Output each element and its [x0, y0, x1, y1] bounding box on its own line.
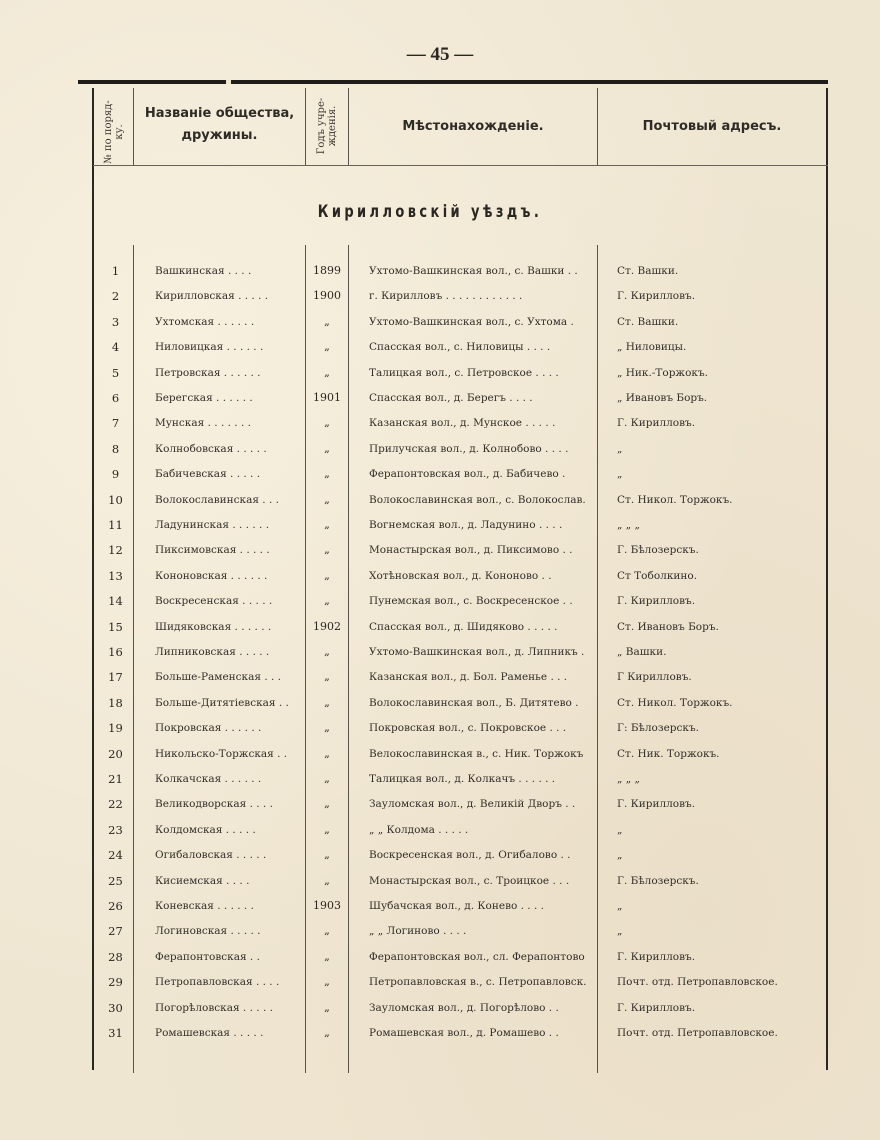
header-col-number-line2: ку.: [114, 124, 125, 140]
location: Шубачская вол., д. Конево . . . .: [369, 900, 544, 912]
founding-year: „: [324, 721, 330, 735]
postal-address: Ст. Никол. Торжокъ.: [617, 493, 733, 506]
table-row: [93, 590, 828, 612]
postal-address: Г. Бѣлозерскъ.: [617, 874, 699, 887]
postal-address: „: [617, 900, 623, 912]
founding-year: „: [324, 416, 330, 430]
header-col-year: [306, 88, 348, 165]
table-row: [93, 311, 828, 333]
table-row: [93, 870, 828, 892]
table-row: [93, 971, 828, 993]
society-name: Никольско-Торжская . .: [155, 747, 288, 760]
row-number: 25: [108, 873, 123, 888]
row-number: 6: [111, 391, 120, 405]
postal-address: Ст. Никол. Торжокъ.: [617, 696, 733, 709]
society-name: Пиксимовская . . . . .: [155, 544, 270, 557]
row-number: 8: [111, 441, 120, 456]
table-row: [93, 260, 828, 282]
society-name: Кононовская . . . . . .: [155, 569, 268, 582]
table-row: [93, 895, 828, 917]
location: Спасская вол., д. Берегъ . . . .: [369, 392, 533, 404]
society-name: Петропавловская . . . .: [155, 976, 280, 989]
row-number: 12: [108, 543, 123, 558]
table-row: [93, 717, 828, 739]
location: Хотѣновская вол., д. Кононово . .: [369, 569, 552, 582]
postal-address: „: [617, 468, 623, 481]
society-name: Липниковская . . . . .: [155, 646, 270, 658]
table-row: [93, 743, 828, 765]
header-col-year-line2: жденія.: [327, 105, 338, 147]
founding-year: „: [324, 848, 330, 862]
postal-address: Г. Бѣлозерскъ.: [617, 544, 699, 557]
society-name: Ромашевская . . . . .: [155, 1027, 264, 1039]
society-name: Больше-Раменская . . .: [155, 671, 282, 684]
table-row: [93, 920, 828, 942]
location: Ухтомо-Вашкинская вол., д. Липникъ .: [369, 646, 585, 658]
postal-address: Ст. Вашки.: [617, 265, 679, 277]
header-col-number-line1: № по поряд-: [103, 100, 114, 164]
row-number: 22: [108, 797, 123, 812]
table-row: [93, 844, 828, 866]
table-row: [93, 641, 828, 663]
header-col-postal: Почтовый адресъ.: [642, 119, 782, 134]
location: Казанская вол., д. Бол. Раменье . . .: [369, 671, 568, 684]
row-number: 2: [111, 289, 120, 304]
table-row: [93, 336, 828, 358]
founding-year: „: [324, 695, 330, 709]
table-row: [93, 768, 828, 790]
row-number: 31: [108, 1026, 123, 1040]
founding-year: „: [324, 797, 330, 811]
location: „ „ Логиново . . . .: [369, 925, 467, 938]
society-name: Покровская . . . . . .: [155, 722, 262, 735]
table-row: [93, 387, 828, 409]
postal-address: Г. Кирилловъ.: [617, 798, 696, 811]
society-name: Колкачская . . . . . .: [155, 773, 262, 785]
location: Вогнемская вол., д. Ладунино . . . .: [369, 519, 563, 531]
postal-address: „: [617, 442, 623, 455]
society-name: Ферапонтовская . .: [155, 950, 260, 963]
row-number: 26: [108, 899, 123, 913]
row-number: 10: [108, 492, 123, 507]
postal-address: Г. Кирилловъ.: [617, 950, 696, 963]
postal-address: Г Кирилловъ.: [617, 671, 692, 684]
top-rule: [78, 80, 828, 84]
location: Волокославинская вол., Б. Дитятево .: [369, 696, 579, 709]
founding-year: „: [324, 949, 330, 963]
location: Ферапонтовская вол., сл. Ферапонтово: [369, 950, 585, 963]
society-name: Коневская . . . . . .: [155, 900, 254, 912]
row-number: 21: [108, 772, 123, 786]
society-name: Логиновская . . . . .: [155, 925, 261, 938]
founding-year: „: [324, 1000, 330, 1014]
row-number: 11: [108, 518, 123, 532]
founding-year: „: [324, 365, 330, 379]
location: Воскресенская вол., д. Огибалово . .: [369, 849, 571, 862]
location: Талицкая вол., с. Петровское . . . .: [369, 366, 559, 379]
society-name: Бабичевская . . . . .: [155, 468, 261, 481]
table-row: [93, 565, 828, 587]
top-rule-gap: [226, 80, 231, 84]
table-row: [93, 692, 828, 714]
postal-address: Ст. Вашки.: [617, 315, 679, 328]
founding-year: 1903: [313, 899, 341, 912]
postal-address: Почт. отд. Петропавловское.: [617, 976, 778, 989]
row-number: 13: [108, 568, 123, 583]
row-number: 19: [108, 721, 123, 736]
table-row: [93, 514, 828, 536]
location: Петропавловская в., с. Петропавловск.: [369, 976, 587, 989]
postal-address: Ст Тоболкино.: [617, 569, 698, 582]
row-number: 7: [111, 416, 120, 431]
postal-address: „: [617, 823, 623, 836]
row-number: 30: [108, 1000, 123, 1015]
district-title: Кирилловскій уѣздъ.: [317, 202, 543, 222]
header-col-name-line1: Названіе общества,: [144, 106, 295, 121]
table-row: [93, 1022, 828, 1044]
society-name: Огибаловская . . . . .: [155, 849, 267, 862]
postal-address: Г. Кирилловъ.: [617, 290, 696, 303]
postal-address: Г: Бѣлозерскъ.: [617, 722, 699, 735]
founding-year: „: [324, 1026, 330, 1039]
location: Казанская вол., д. Мунское . . . . .: [369, 417, 556, 430]
table-row: [93, 285, 828, 307]
row-number: 5: [111, 365, 120, 380]
table-row: [93, 539, 828, 561]
founding-year: „: [324, 568, 330, 582]
header-col-year-line1: Годъ учре-: [316, 97, 327, 155]
row-number: 16: [108, 645, 123, 659]
location: Монастырская вол., с. Троицкое . . .: [369, 874, 570, 887]
postal-address: „ Ивановъ Боръ.: [617, 392, 708, 404]
postal-address: „: [617, 849, 623, 862]
page-number: — 45 —: [406, 44, 474, 65]
location: Ухтомо-Вашкинская вол., с. Вашки . .: [369, 265, 578, 277]
founding-year: 1901: [313, 391, 341, 404]
row-number: 17: [108, 670, 123, 685]
location: Монастырская вол., д. Пиксимово . .: [369, 544, 573, 557]
row-number: 28: [108, 949, 123, 964]
location: Пунемская вол., с. Воскресенское . .: [369, 595, 573, 608]
founding-year: „: [324, 975, 330, 989]
postal-address: Г. Кирилловъ.: [617, 1001, 696, 1014]
founding-year: „: [324, 467, 330, 481]
founding-year: „: [324, 518, 330, 531]
founding-year: „: [324, 492, 330, 506]
location: Спасская вол., д. Шидяково . . . . .: [369, 620, 558, 633]
founding-year: „: [324, 924, 330, 938]
society-name: Мунская . . . . . . .: [155, 417, 251, 430]
postal-address: „ Ник.-Торжокъ.: [617, 366, 708, 379]
location: г. Кирилловъ . . . . . . . . . . . .: [369, 290, 523, 303]
society-name: Великодворская . . . .: [155, 798, 273, 811]
founding-year: „: [324, 340, 330, 354]
row-number: 14: [108, 594, 123, 609]
society-name: Кирилловская . . . . .: [155, 290, 269, 303]
location: Ухтомо-Вашкинская вол., с. Ухтома .: [369, 315, 574, 328]
founding-year: „: [324, 873, 330, 887]
society-name: Колнобовская . . . . .: [155, 442, 267, 455]
founding-year: „: [324, 772, 330, 785]
society-name: Шидяковская . . . . . .: [155, 620, 272, 633]
table-row: [93, 616, 828, 638]
row-number: 20: [108, 746, 123, 761]
founding-year: „: [324, 822, 330, 836]
location: Велокославинская в., с. Ник. Торжокъ: [369, 747, 584, 760]
location: Ромашевская вол., д. Ромашево . .: [369, 1027, 559, 1039]
header-col-name-line2: дружины.: [181, 128, 258, 143]
location: Талицкая вол., д. Колкачъ . . . . . .: [369, 773, 556, 785]
location: „ „ Колдома . . . . .: [369, 823, 469, 836]
founding-year: „: [324, 746, 330, 760]
society-name: Воскресенская . . . . .: [155, 595, 273, 608]
society-name: Колдомская . . . . .: [155, 823, 256, 836]
row-number: 9: [111, 467, 120, 482]
location: Волокославинская вол., с. Волокослав.: [369, 493, 586, 506]
founding-year: „: [324, 441, 330, 455]
founding-year: 1902: [313, 619, 341, 633]
founding-year: „: [324, 543, 330, 557]
row-number: 27: [108, 924, 123, 939]
founding-year: 1899: [313, 264, 341, 277]
table-row: [93, 438, 828, 460]
founding-year: „: [324, 594, 330, 608]
table-row: [93, 997, 828, 1019]
postal-address: „ Ниловицы.: [617, 341, 687, 354]
row-number: 18: [108, 695, 123, 710]
location: Ферапонтовская вол., д. Бабичево .: [369, 468, 566, 481]
postal-address: „: [617, 925, 623, 938]
society-name: Берегская . . . . . .: [155, 392, 253, 404]
society-name: Ухтомская . . . . . .: [155, 315, 255, 328]
society-name: Погорѣловская . . . . .: [155, 1001, 273, 1014]
location: Покровская вол., с. Покровское . . .: [369, 722, 567, 735]
founding-year: „: [324, 670, 330, 684]
postal-address: Г. Кирилловъ.: [617, 417, 696, 430]
header-col-location: Мѣстонахожденіе.: [402, 119, 544, 134]
table-row: [93, 946, 828, 968]
location: Спасская вол., с. Ниловицы . . . .: [369, 341, 551, 354]
header-col-name: [134, 103, 305, 147]
founding-year: 1900: [313, 289, 341, 303]
header-bottom-rule: [93, 165, 828, 166]
row-number: 1: [111, 264, 120, 278]
society-name: Ладунинская . . . . . .: [155, 519, 270, 531]
location: Прилучская вол., д. Колнобово . . . .: [369, 442, 569, 455]
location: Зауломская вол., д. Великій Дворъ . .: [369, 798, 576, 811]
society-name: Вашкинская . . . .: [155, 265, 252, 277]
postal-address: Почт. отд. Петропавловское.: [617, 1027, 778, 1039]
postal-address: „ „ „: [617, 519, 640, 531]
founding-year: „: [324, 314, 330, 328]
table-row: [93, 666, 828, 688]
postal-address: Ст. Ивановъ Боръ.: [617, 620, 719, 633]
table-row: [93, 362, 828, 384]
row-number: 29: [108, 975, 123, 990]
postal-address: „ Вашки.: [617, 646, 667, 658]
postal-address: „ „ „: [617, 773, 640, 785]
row-number: 15: [108, 619, 123, 634]
table-row: [93, 412, 828, 434]
row-number: 3: [111, 314, 120, 329]
society-name: Ниловицкая . . . . . .: [155, 341, 264, 354]
postal-address: Г. Кирилловъ.: [617, 595, 696, 608]
society-name: Петровская . . . . . .: [155, 366, 261, 379]
postal-address: Ст. Ник. Торжокъ.: [617, 747, 720, 760]
row-number: 23: [108, 822, 123, 837]
society-name: Больше-Дитятіевская . .: [155, 696, 289, 709]
society-name: Кисиемская . . . .: [155, 874, 250, 887]
location: Зауломская вол., д. Погорѣлово . .: [369, 1001, 559, 1014]
table-row: [93, 489, 828, 511]
row-number: 24: [108, 848, 123, 863]
header-col-number: [94, 88, 133, 165]
society-name: Волокославинская . . .: [155, 493, 279, 506]
table-row: [93, 793, 828, 815]
table-row: [93, 819, 828, 841]
table-row: [93, 463, 828, 485]
founding-year: „: [324, 645, 330, 658]
row-number: 4: [111, 340, 120, 355]
